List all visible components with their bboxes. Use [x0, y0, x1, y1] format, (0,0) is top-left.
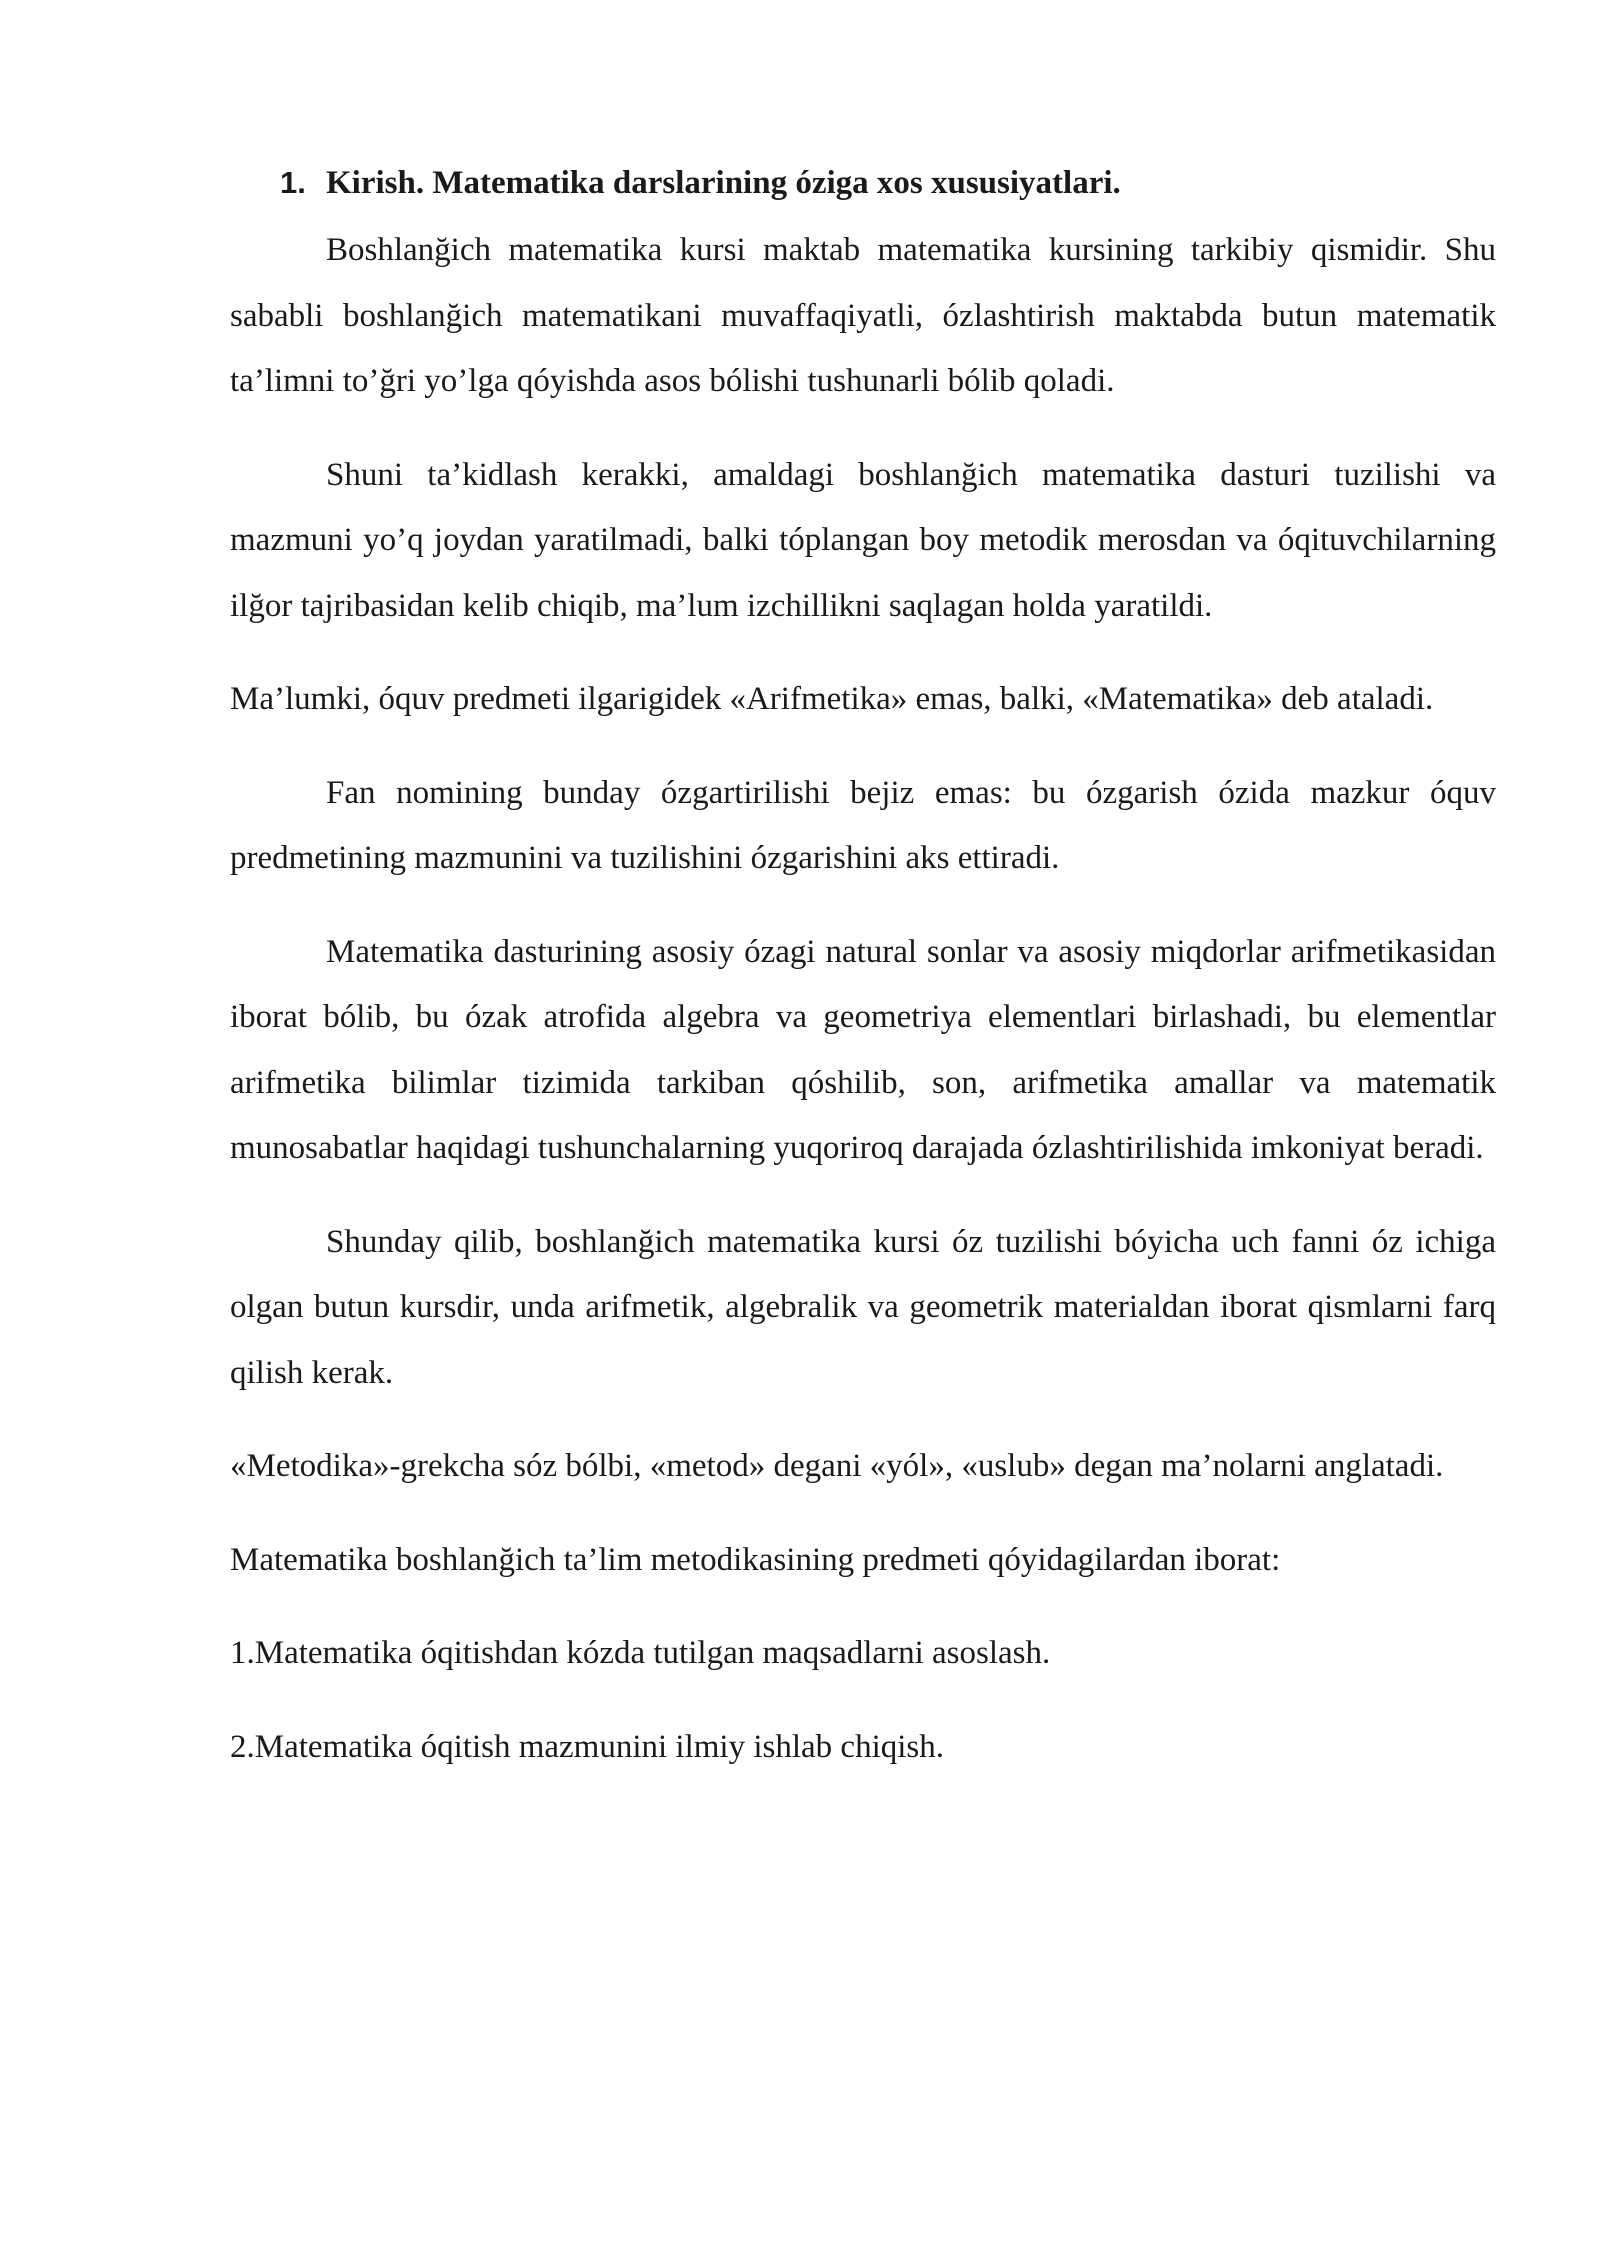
- heading-number: 1.: [280, 165, 306, 200]
- paragraph: Shunday qilib, boshlanğich matematika kursi óz tuzilishi bóyicha uch fanni óz ichiga olgan butun kursdir, unda arifmetik, algebralik va geometrik materialdan iborat qismlarni farq qilish kerak.: [230, 1223, 1496, 1391]
- paragraph: Boshlanğich matematika kursi maktab matematika kursining tarkibiy qismidir. Shu sababli boshlanğich matematikani muvaffaqiyatli, ózlashtirish maktabda butun matematik ta’limni to’ğri yo’lga qóyishda asos bólishi tushunarli bólib qoladi.: [230, 232, 1496, 399]
- list-item: 2.Matematika óqitish mazmunini ilmiy ishlab chiqish.: [230, 1728, 944, 1765]
- document-page: [230, 150, 1496, 1780]
- heading-title: Kirish. Matematika darslarining óziga xos xususiyatlari.: [326, 165, 1121, 201]
- paragraph: Ma’lumki, óquv predmeti ilgarigidek «Arifmetika» emas, balki, «Matematika» deb ataladi.: [230, 681, 1434, 717]
- section-heading: [230, 150, 1496, 216]
- paragraph: Matematika boshlanğich ta’lim metodikasining predmeti qóyidagilardan iborat:: [230, 1541, 1281, 1578]
- paragraph: Fan nomining bunday ózgartirilishi bejiz emas: bu ózgarish ózida mazkur óquv predmetining mazmunini va tuzilishini ózgarishini aks ettiradi.: [230, 774, 1496, 876]
- paragraph: Shuni ta’kidlash kerakki, amaldagi boshlanğich matematika dasturi tuzilishi va mazmuni yo’q joydan yaratilmadi, balki tóplangan boy metodik merosdan va óqituvchilarning ilğor tajribasidan kelib chiqib, ma’lum izchillikni saqlagan holda yaratildi.: [230, 456, 1496, 624]
- paragraph: Matematika dasturining asosiy ózagi natural sonlar va asosiy miqdorlar arifmetikasidan iborat bólib, bu ózak atrofida algebra va geometriya elementlari birlashadi, bu elementlar arifmetika bilimlar tizimida tarkiban qóshilib, son, arifmetika amallar va matematik munosabatlar haqidagi tushunchalarning yuqoriroq darajada ózlashtirilishida imkoniyat beradi.: [230, 933, 1496, 1166]
- paragraph: «Metodika»-grekcha sóz bólbi, «metod» degani «yól», «uslub» degan ma’nolarni anglatadi.: [230, 1448, 1444, 1484]
- list-item: 1.Matematika óqitishdan kózda tutilgan maqsadlarni asoslash.: [230, 1635, 1051, 1671]
